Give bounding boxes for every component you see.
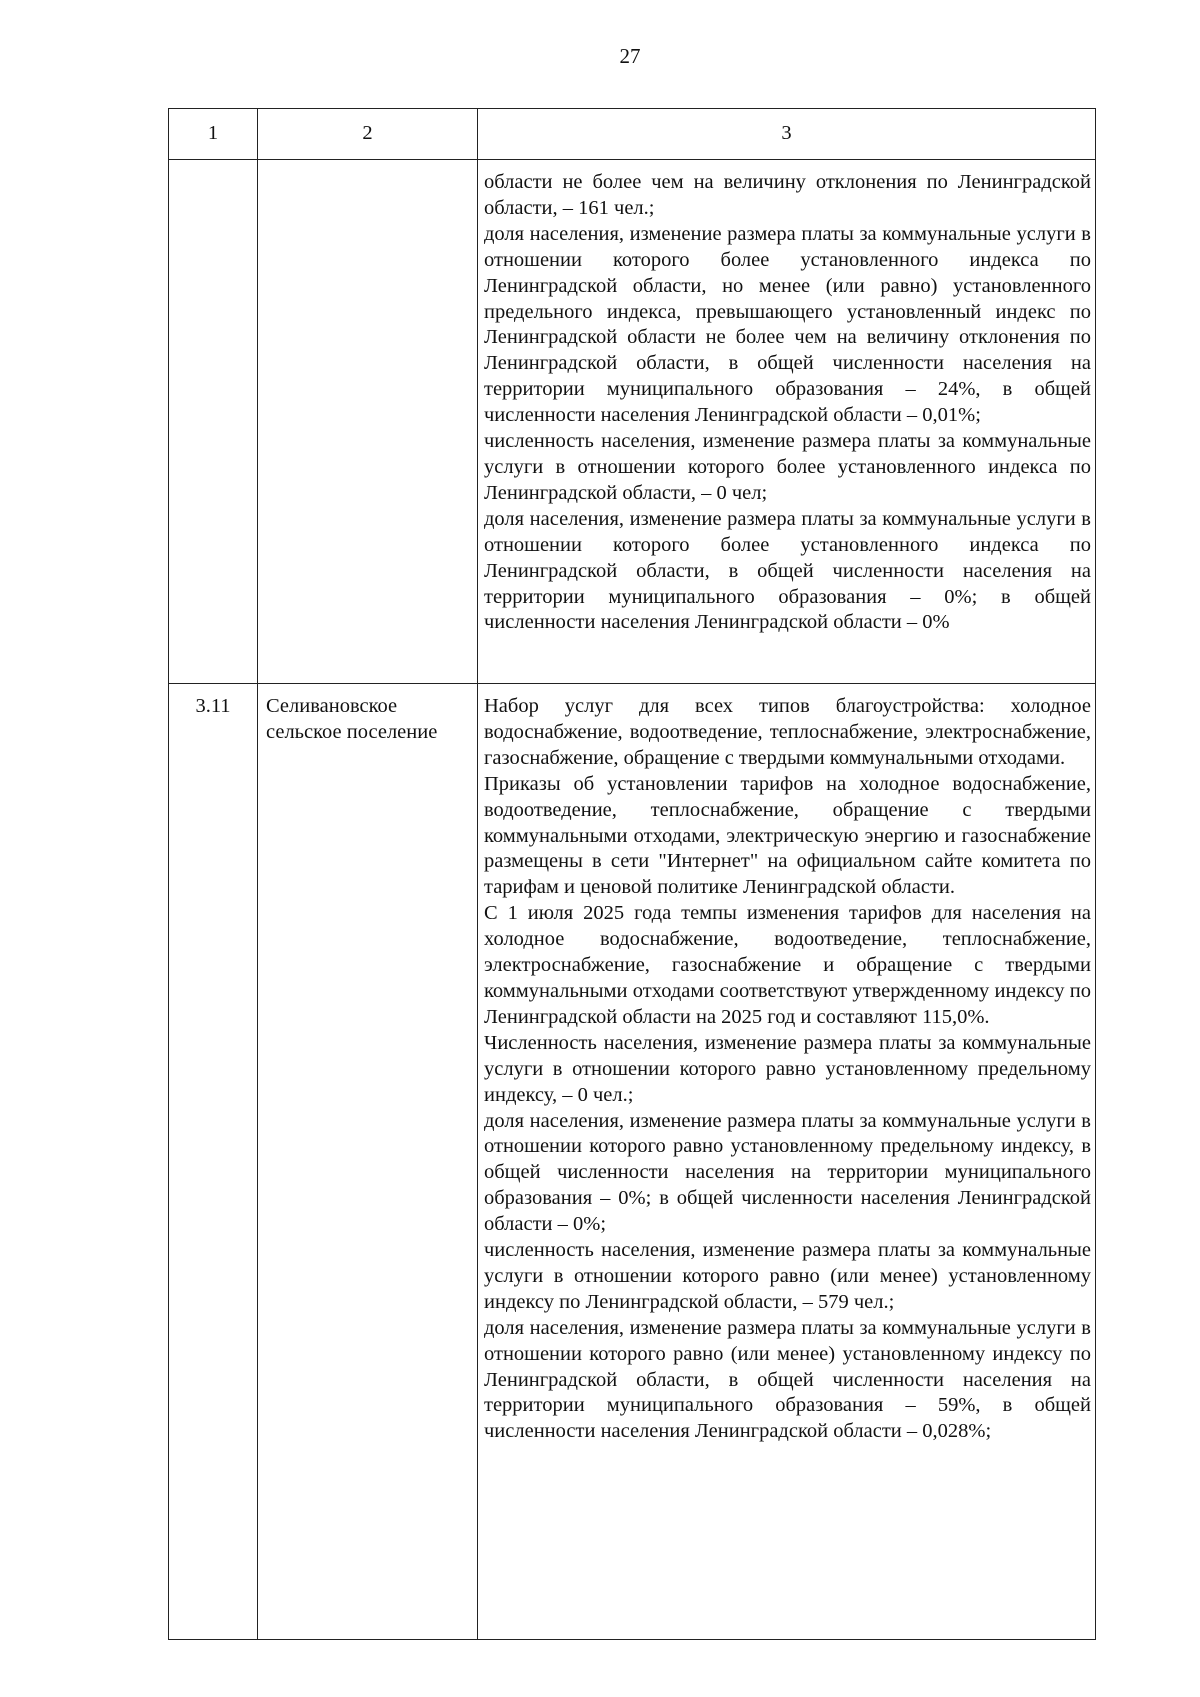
column-header-2: 2 [258,109,478,160]
paragraph: Приказы об установлении тарифов на холодное водоснабжение, водоотведение, теплоснабжение, обращение с твердыми коммунальными отходами, электрическую энергию и газоснабжение размещены в сети "Интернет" на официальном сайте комитета по тарифам и ценовой политике Ленинградской области. [484,772,1091,899]
row-number-cell: 3.11 [169,684,258,1640]
row-number-cell [169,160,258,684]
paragraph: доля населения, изменение размера платы за коммунальные услуги в отношении которого равно установленному предельному индексу, в общей численности населения на территории муниципального образования – 0%; в общей численности населения Ленинградской области – 0%; [484,1109,1091,1236]
tariff-table [168,108,1096,1640]
paragraph: Набор услуг для всех типов благоустройства: холодное водоснабжение, водоотведение, теплоснабжение, электроснабжение, газоснабжение, обращение с твердыми коммунальными отходами. [484,695,1091,769]
paragraph: доля населения, изменение размера платы за коммунальные услуги в отношении которого равно (или менее) установленному индексу по Ленинградской области, в общей численности населения на территории муниципального образования – 59%, в общей численности населения Ленинградской области – 0,028%; [484,1316,1091,1443]
paragraph: доля населения, изменение размера платы за коммунальные услуги в отношении которого более установленного индекса по Ленинградской области, но менее (или равно) установленного предельного индекса, превышающего установленный индекс по Ленинградской области не более чем на величину отклонения по Ленинградской области, в общей численности населения на территории муниципального образования – 24%, в общей численности населения Ленинградской области – 0,01%; [484,222,1091,427]
page-number: 27 [619,44,641,68]
paragraph: области не более чем на величину отклонения по Ленинградской области, – 161 чел.; [484,171,1091,219]
table-header-row [169,109,1096,160]
table-row [169,160,1096,684]
column-header-1: 1 [169,109,258,160]
paragraph: численность населения, изменение размера платы за коммунальные услуги в отношении которого более установленного индекса по Ленинградской области, – 0 чел; [484,430,1091,504]
paragraph: доля населения, изменение размера платы за коммунальные услуги в отношении которого более установленного индекса по Ленинградской области, в общей численности населения на территории муниципального образования – 0%; в общей численности населения Ленинградской области – 0% [484,507,1091,634]
paragraph: С 1 июля 2025 года темпы изменения тарифов для населения на холодное водоснабжение, водоотведение, теплоснабжение, электроснабжение, газоснабжение и обращение с твердыми коммунальными отходами соответствуют утвержденному индексу по Ленинградской области на 2025 год и составляют 115,0%. [484,902,1091,1028]
settlement-name-cell [258,160,478,684]
description-cell [478,160,1096,684]
settlement-name-cell: Селивановское сельское поселение [258,684,478,1640]
paragraph: Численность населения, изменение размера платы за коммунальные услуги в отношении которого равно установленному предельному индексу, – 0 чел.; [484,1031,1091,1106]
table-row [169,684,1096,1640]
column-header-3: 3 [478,109,1096,160]
paragraph: численность населения, изменение размера платы за коммунальные услуги в отношении которого равно (или менее) установленному индексу по Ленинградской области, – 579 чел.; [484,1239,1091,1313]
description-cell [478,684,1096,1640]
